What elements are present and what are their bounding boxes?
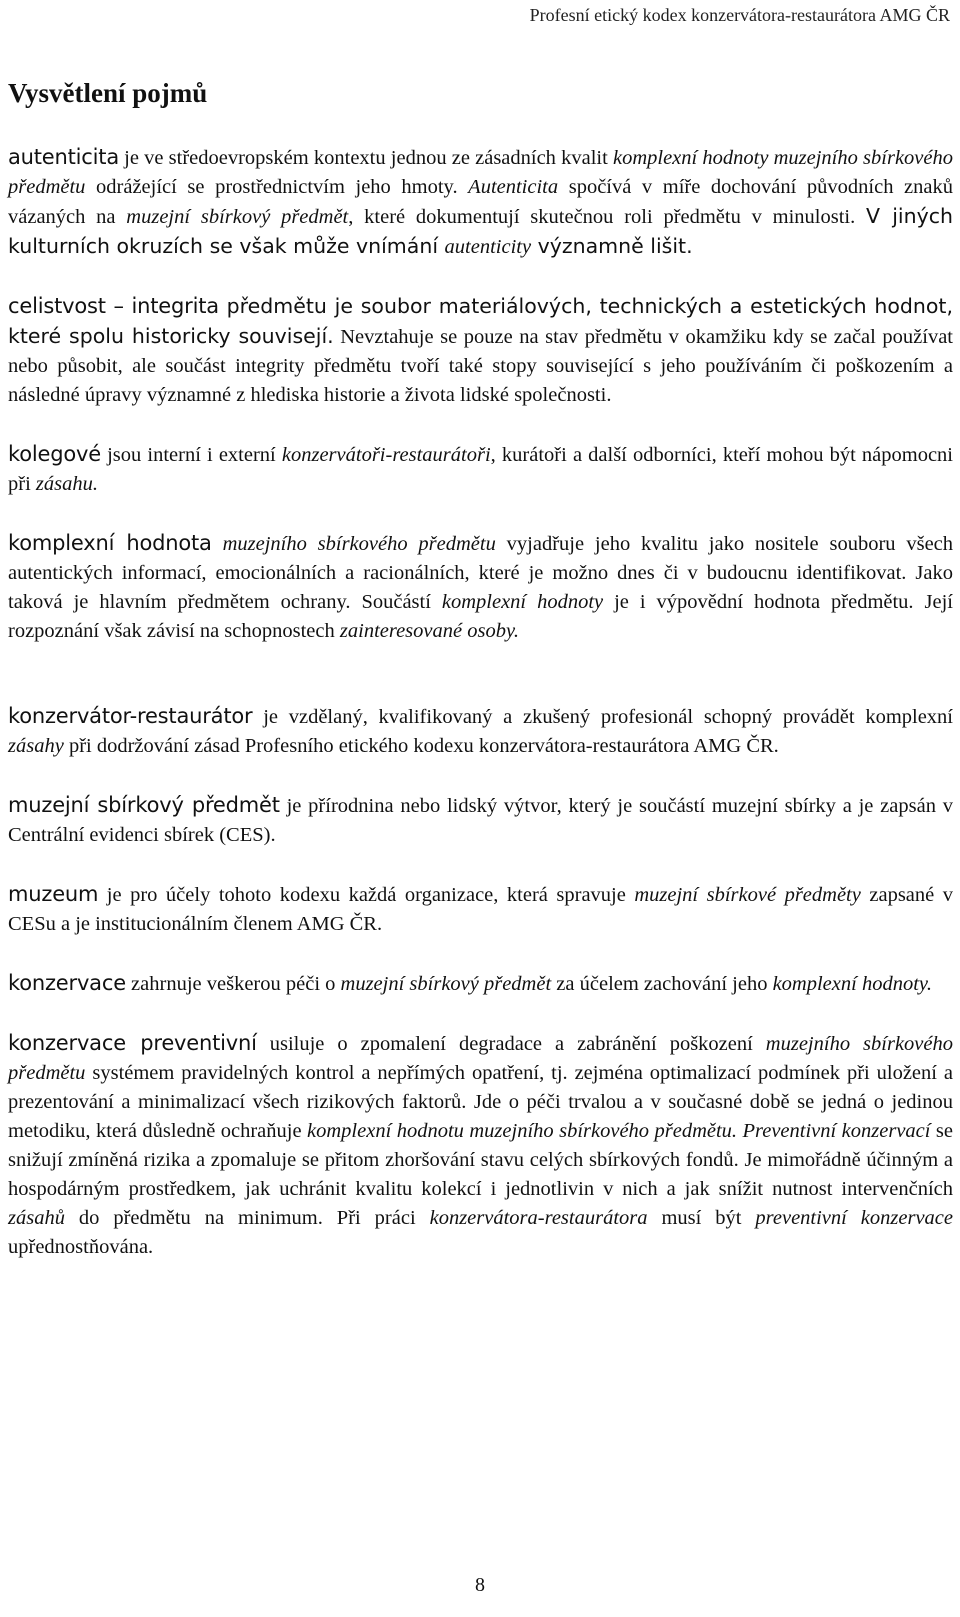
- definition-text: při dodržování zásad Profesního etického kodexu konzervátora-restaurátora AMG ČR.: [63, 735, 779, 757]
- glossary-term: konzervace preventivní: [8, 1031, 257, 1055]
- glossary-term: muzeum: [8, 882, 99, 906]
- definition-text: zainteresované osoby.: [339, 620, 520, 642]
- definition-text: upřednostňována.: [8, 1236, 154, 1258]
- definition-text: , kurátoři a další odborníci, kteří mohou být nápomocni při: [8, 444, 953, 495]
- glossary-list: [8, 143, 953, 1292]
- definition-text: Autenticita: [468, 176, 559, 198]
- definition-text: V jiných kulturních okruzích se však může vnímání: [8, 204, 953, 258]
- definition-text: [212, 533, 223, 555]
- definition-text: do předmětu na minimum. Při práci: [64, 1207, 430, 1229]
- definition-text: muzejní sbírkový předmět: [340, 973, 552, 995]
- definition-text: autenticity: [444, 236, 532, 258]
- definition-text: je i výpovědní hodnota předmětu. Její rozpoznání však závisí na schopnostech: [8, 591, 953, 642]
- definition-text: preventivní konzervace: [755, 1207, 953, 1229]
- glossary-entry: [8, 702, 953, 761]
- definition-text: muzejní sbírkové předměty: [634, 884, 861, 906]
- definition-text: muzejního sbírkového předmětu: [222, 533, 496, 555]
- definition-text: je vzdělaný, kvalifikovaný a zkušený profesionál schopný provádět komplexní: [252, 706, 953, 728]
- glossary-entry: [8, 440, 953, 499]
- definition-text: se snižují zmíněná rizika a zpomaluje se přitom zhoršování stavu celých sbírkových fondů. Je mimořádně účinným a hospodárným prostředkem, jak uchránit kvalitu kolekcí i jednotlivin v nich a jak snížit nutnost intervenčních: [8, 1120, 953, 1200]
- glossary-entry: [8, 529, 953, 646]
- glossary-entry: [8, 143, 953, 262]
- definition-text: předmětu je soubor materiálových, technických a estetických hodnot, které spolu historicky souvisejí.: [8, 294, 953, 348]
- definition-text: Nevztahuje se pouze na stav předmětu v okamžiku kdy se začal používat nebo působit, ale součást integrity předmětu tvoří také stopy související s jeho používáním či poškozením a následné úpravy významné z hlediska historie a života lidské společnosti.: [8, 326, 953, 406]
- definition-text: je pro účely tohoto kodexu každá organizace, která spravuje: [98, 884, 635, 906]
- glossary-term: muzejní sbírkový předmět: [8, 793, 280, 817]
- definition-text: usiluje o zpomalení degradace a zabránění poškození: [256, 1033, 766, 1055]
- definition-text: komplexní hodnoty: [441, 591, 604, 613]
- section-title: Vysvětlení pojmů: [8, 78, 208, 108]
- definition-text: zásahů: [8, 1207, 65, 1229]
- definition-text: , které dokumentují skutečnou roli předmětu v minulosti.: [348, 206, 867, 228]
- definition-text: konzervátora-restaurátora: [429, 1207, 648, 1229]
- definition-text: komplexní hodnoty muzejního sbírkového předmětu: [8, 147, 953, 198]
- definition-text: zásahu.: [35, 473, 98, 495]
- glossary-entry: [8, 969, 953, 999]
- definition-text: spočívá v míře dochování původních znaků vázaných na: [8, 176, 954, 228]
- definition-text: vyjadřuje jeho kvalitu jako nositele souboru všech autentických informací, emocionálních a racionálních, které je možno dnes či v budoucnu identifikovat. Jako taková je hlavním předmětem ochrany. Součástí: [8, 533, 954, 613]
- definition-text: komplexní hodnotu muzejního sbírkového předmětu. Preventivní konzervací: [307, 1120, 931, 1142]
- definition-text: musí být: [647, 1207, 756, 1229]
- definition-text: muzejního sbírkového předmětu: [8, 1033, 953, 1084]
- glossary-term: celistvost – integrita: [8, 294, 219, 318]
- glossary-entry: [8, 292, 953, 410]
- definition-text: je přírodnina nebo lidský výtvor, který je součástí muzejní sbírky a je zapsán v Centrální evidenci sbírek (CES).: [8, 795, 953, 846]
- definition-text: muzejní sbírkový předmět: [126, 206, 349, 228]
- glossary-term: konzervátor-restaurátor: [8, 704, 253, 728]
- glossary-entry: [8, 1029, 953, 1262]
- glossary-entry: [8, 880, 953, 939]
- definition-text: zásahy: [8, 735, 64, 757]
- definition-text: zapsané v CESu a je institucionálním členem AMG ČR.: [8, 884, 953, 935]
- glossary-entry: [8, 791, 953, 850]
- definition-text: jsou interní i externí: [100, 444, 282, 466]
- definition-text: významně lišit.: [531, 234, 693, 258]
- definition-text: komplexní hodnoty.: [772, 973, 932, 995]
- running-header: Profesní etický kodex konzervátora-restaurátora AMG ČR: [529, 5, 950, 25]
- glossary-term: autenticita: [8, 145, 119, 169]
- glossary-term: konzervace: [8, 971, 126, 995]
- glossary-term: kolegové: [8, 442, 101, 466]
- glossary-term: komplexní hodnota: [8, 531, 212, 555]
- definition-text: odrážející se prostřednictvím jeho hmoty.: [85, 176, 469, 198]
- definition-text: zahrnuje veškerou péči o: [125, 973, 341, 995]
- definition-text: je ve středoevropském kontextu jednou ze zásadních kvalit: [119, 147, 613, 169]
- definition-text: za účelem zachování jeho: [551, 973, 773, 995]
- page-number: 8: [475, 1574, 485, 1596]
- definition-text: systémem pravidelných kontrol a nepřímých opatření, tj. zejména optimalizací podmínek při uložení a prezentování a minimalizací všech rizikových faktorů. Jde o péči trvalou a v současné době se jedná o jedinou metodiku, která důsledně ochraňuje: [8, 1062, 953, 1142]
- definition-text: konzervátoři-restaurátoři: [281, 444, 491, 466]
